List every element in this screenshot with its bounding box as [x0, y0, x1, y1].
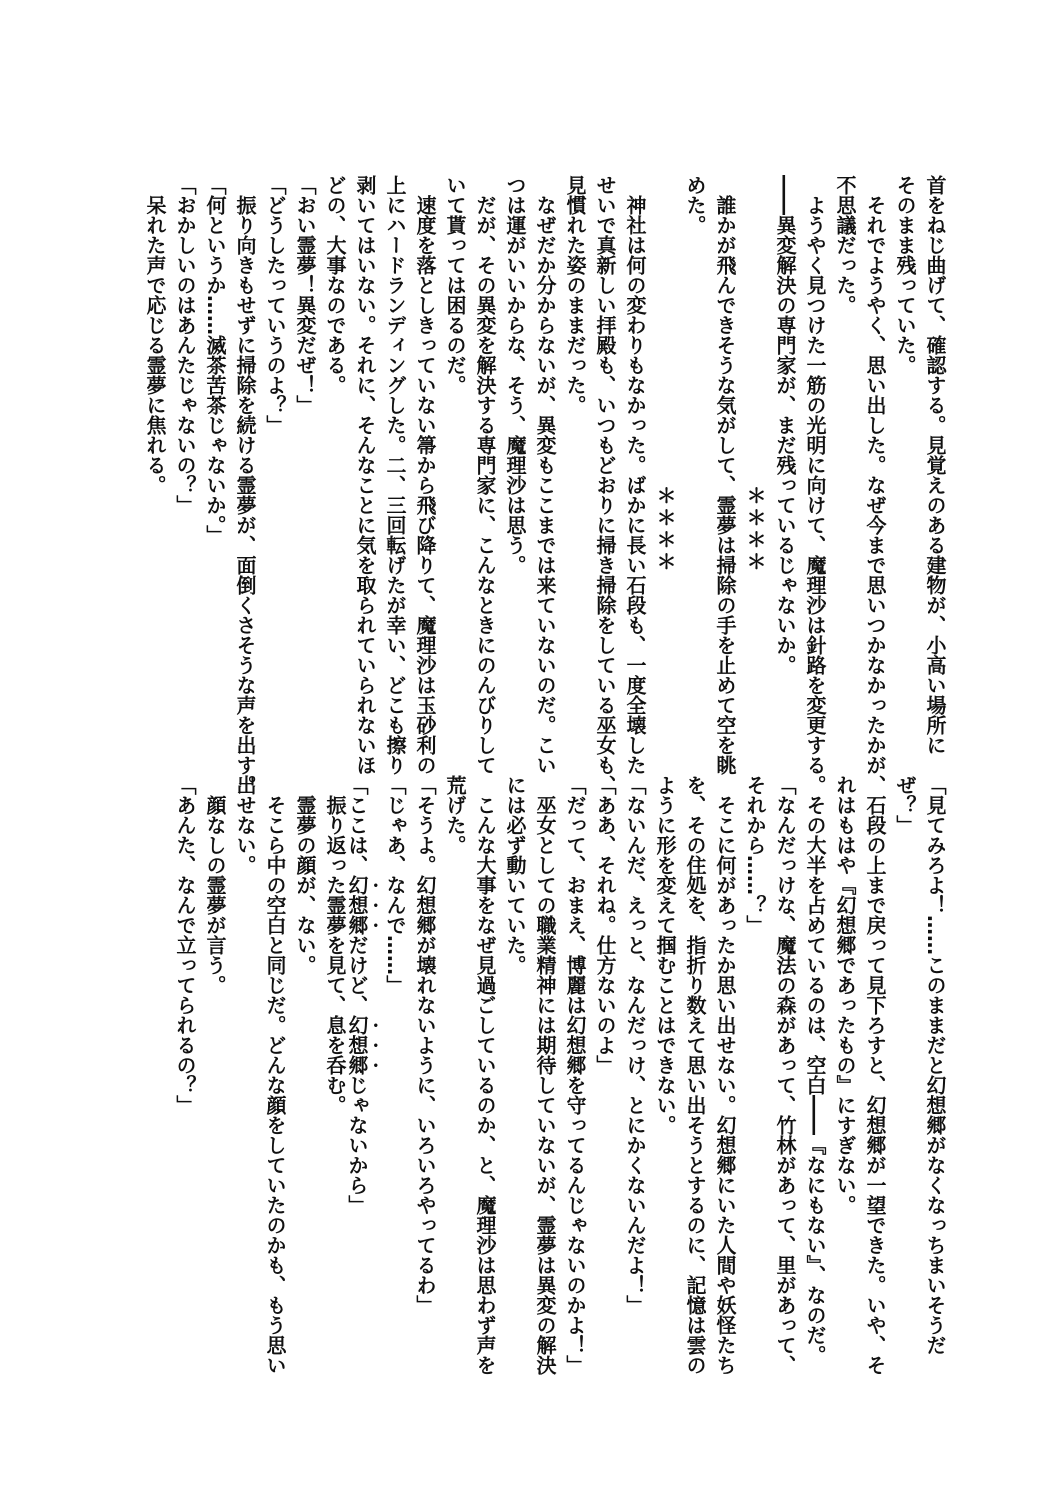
text-column: 不思議だった。	[833, 175, 857, 315]
text-column: 石段の上まで戻って見下ろすと、幻想郷が一望できた。いや、そ	[863, 775, 887, 1375]
text-column: 「あんた、なんで立ってられるの？」	[173, 775, 197, 1115]
text-column: それから……？」	[743, 775, 767, 935]
text-column: 「何というか……滅茶苦茶じゃないか。」	[203, 175, 227, 545]
text-column: それでようやく、思い出した。なぜ今まで思いつかなかったかが、	[863, 175, 887, 795]
text-column: 「ないんだ、えっと、なんだっけ、とにかくないんだよ！」	[623, 775, 647, 1315]
text-column: 「だって、おまえ、博麗は幻想郷を守ってるんじゃないのかよ！」	[563, 775, 587, 1375]
text-column: だが、その異変を解決する専門家に、こんなときにのんびりして	[473, 175, 497, 775]
text-column: つは運がいいからな、そう、魔理沙は思う。	[503, 175, 527, 575]
text-segment: 「ここは、	[345, 775, 369, 875]
text-column: そこら中の空白と同じだ。どんな顔をしていたのかも、もう思い	[263, 775, 287, 1375]
text-column: 呆れた声で応じる霊夢に焦れる。	[143, 175, 167, 495]
text-column: 首をねじ曲げて、確認する。見覚えのある建物が、小高い場所に	[923, 175, 947, 755]
text-column: ――異変解決の専門家が、まだ残っているじゃないか。	[773, 175, 797, 675]
text-column: ぜ？」	[893, 775, 917, 835]
section-break-stars: ＊＊＊＊	[653, 485, 677, 573]
text-column: その大半を占めているのは、空白――『なにもない』、なのだ。	[803, 775, 827, 1365]
text-column: 速度を落としきっていない箒から飛び降りて、魔理沙は玉砂利の	[413, 175, 437, 775]
text-column: 「どうしたっていうのよ？」	[263, 175, 287, 435]
text-column	[345, 775, 380, 1415]
text-block-top	[140, 175, 950, 815]
text-column: 「なんだっけな、魔法の森があって、竹林があって、里があって、	[773, 775, 797, 1375]
text-column: ように形を変えて掴むことはできない。	[653, 775, 677, 1135]
text-column: なぜだか分からないが、異変もここまでは来ていないのだ。こい	[533, 175, 557, 775]
text-column: 「見てみろよ！……このままだと幻想郷がなくなっちまいそうだ	[923, 775, 947, 1355]
text-column: 顔なしの霊夢が言う。	[203, 775, 227, 995]
text-column: 「そうよ。幻想郷が壊れないように、いろいろやってるわ」	[413, 775, 437, 1315]
text-column: 荒げた。	[443, 775, 467, 855]
text-column: めた。	[683, 175, 707, 235]
text-column: せいで真新しい拝殿も、いつもどおりに掃き掃除をしている巫女も、	[593, 175, 617, 795]
text-column: 見慣れた姿のままだった。	[563, 175, 587, 415]
text-column: 「おい霊夢！異変だぜ！」	[293, 175, 317, 415]
text-column: 巫女としての職業精神には期待していないが、霊夢は異変の解決	[533, 775, 557, 1375]
text-column: れはもはや『幻想郷であったもの』にすぎない。	[833, 775, 857, 1215]
text-column: そのまま残っていた。	[893, 175, 917, 375]
text-column: 剥いてはいない。それに、そんなことに気を取られていられないほ	[353, 175, 377, 775]
text-column: そこに何があったか思い出せない。幻想郷にいた人間や妖怪たち	[713, 775, 737, 1375]
text-column: 出せない。	[233, 775, 257, 875]
text-column: には必ず動いていた。	[503, 775, 527, 975]
text-segment: だけど、	[345, 935, 369, 1015]
text-column: 「じゃあ、なんで……」	[383, 775, 407, 995]
text-column: 「ああ、それね。仕方ないのよ」	[593, 775, 617, 1075]
text-column: ようやく見つけた一筋の光明に向けて、魔理沙は針路を変更する。	[803, 175, 827, 795]
text-column: 上にハードランディングした。二、三回転げたが幸い、どこも擦り	[383, 175, 407, 775]
text-segment: じゃないから」	[345, 1075, 369, 1215]
text-column: こんな大事をなぜ見過ごしているのか、と、魔理沙は思わず声を	[473, 775, 497, 1375]
text-column: 振り向きもせずに掃除を続ける霊夢が、面倒くさそうな声を出す。	[233, 175, 257, 795]
text-block-bottom	[170, 775, 950, 1415]
section-break-stars: ＊＊＊＊	[743, 485, 767, 573]
text-column: どの、大事なのである。	[323, 175, 347, 395]
text-column: 振り返った霊夢を見て、息を呑む。	[323, 775, 347, 1115]
emphasized-text: 幻想郷	[345, 875, 369, 935]
text-column: いて貰っては困るのだ。	[443, 175, 467, 395]
text-column: 「おかしいのはあんたじゃないの？」	[173, 175, 197, 515]
text-column: を、その住処を、指折り数えて思い出そうとするのに、記憶は雲の	[683, 775, 707, 1375]
text-column: 神社は何の変わりもなかった。ばかに長い石段も、一度全壊した	[623, 175, 647, 775]
text-column: 誰かが飛んできそうな気がして、霊夢は掃除の手を止めて空を眺	[713, 175, 737, 775]
emphasized-text: 幻想郷	[345, 1015, 369, 1075]
text-column: 霊夢の顔が、ない。	[293, 775, 317, 975]
